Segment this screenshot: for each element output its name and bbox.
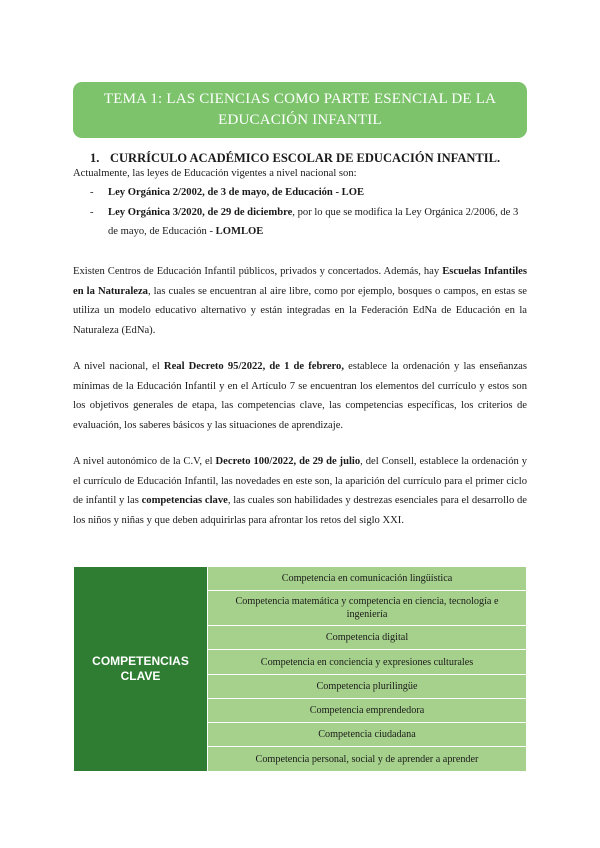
law-description: , por lo que se modifica la Ley Orgánica 2/2006, de 3 de mayo, de Educación - — [108, 206, 519, 237]
table-cell: Competencia en conciencia y expresiones culturales — [208, 650, 527, 675]
text-run: A nivel autonómico de la C.V, el — [73, 456, 216, 467]
competencies-table — [73, 566, 527, 772]
section-number: 1. — [90, 151, 100, 165]
table-cell: Competencia personal, social y de aprender a aprender — [208, 747, 527, 772]
table-cell: Competencia digital — [208, 626, 527, 650]
table-cell: Competencia en comunicación lingüística — [208, 567, 527, 591]
table-row — [74, 567, 527, 591]
bold-term: Real Decreto 95/2022, de 1 de febrero, — [163, 361, 344, 372]
paragraph-centers — [73, 262, 527, 340]
bold-term: Escuelas Infantiles en la Naturaleza — [73, 266, 527, 297]
table-cell: Competencia emprendedora — [208, 699, 527, 723]
table-cell: Competencia plurilingüe — [208, 675, 527, 699]
law-name: Ley Orgánica 3/2020, de 29 de diciembre — [108, 206, 293, 218]
paragraph-national — [73, 357, 527, 435]
law-item — [90, 203, 527, 242]
list-dash: - — [90, 206, 94, 218]
law-name: Ley Orgánica 2/2002, de 3 de mayo, de Educación - LOE — [108, 187, 365, 198]
paragraph-regional — [73, 452, 527, 530]
text-run: Existen Centros de Educación Infantil públicos, privados y concertados. Además, hay — [73, 266, 443, 277]
list-dash: - — [90, 187, 94, 198]
bold-term: competencias clave — [141, 495, 228, 506]
banner-title-line2: EDUCACIÓN INFANTIL — [218, 112, 382, 128]
topic-banner — [73, 82, 527, 138]
bold-term: Decreto 100/2022, de 29 de julio — [215, 456, 361, 467]
table-cell: Competencia ciudadana — [208, 723, 527, 747]
law-item — [90, 183, 527, 203]
intro-text: Actualmente, las leyes de Educación vigentes a nivel nacional son: — [73, 168, 357, 179]
section-title: CURRÍCULO ACADÉMICO ESCOLAR DE EDUCACIÓN INFANTIL. — [110, 151, 501, 165]
text-run: establece la ordenación y las enseñanzas mínimas de la Educación Infantil y en el Artículo 7 se encuentran los elementos del currículo y estos son los objetivos generales de etapa, las competencias clave, las competencias específicas, los criterios de evaluación, los saberes básicos y las situaciones de aprendizaje. — [73, 361, 527, 431]
laws-list — [90, 183, 527, 242]
text-run: , del Consell, establece la ordenación y el currículo de Educación Infantil, las novedades en este son, la aparición del currículo para el primer ciclo de infantil y las — [73, 456, 528, 506]
text-run: , las cuales se encuentran al aire libre, como por ejemplo, bosques o campos, en estas se utiliza un modelo educativo alternativo y están integradas en la Federación EdNa de Educación en la Naturaleza (EdNa). — [73, 285, 527, 336]
text-run: , las cuales son habilidades y destrezas esenciales para el desarrollo de los niños y niñas y que deben adquirirlas para afrontar los retos del siglo XXI. — [73, 495, 527, 526]
table-cell: Competencia matemática y competencia en ciencia, tecnología e ingeniería — [208, 591, 527, 626]
text-run: A nivel nacional, el — [73, 361, 164, 372]
banner-title-line1: TEMA 1: LAS CIENCIAS COMO PARTE ESENCIAL DE LA — [103, 91, 497, 107]
table-header-cell: COMPETENCIAS CLAVE — [74, 567, 208, 772]
law-acronym: LOMLOE — [215, 226, 264, 237]
